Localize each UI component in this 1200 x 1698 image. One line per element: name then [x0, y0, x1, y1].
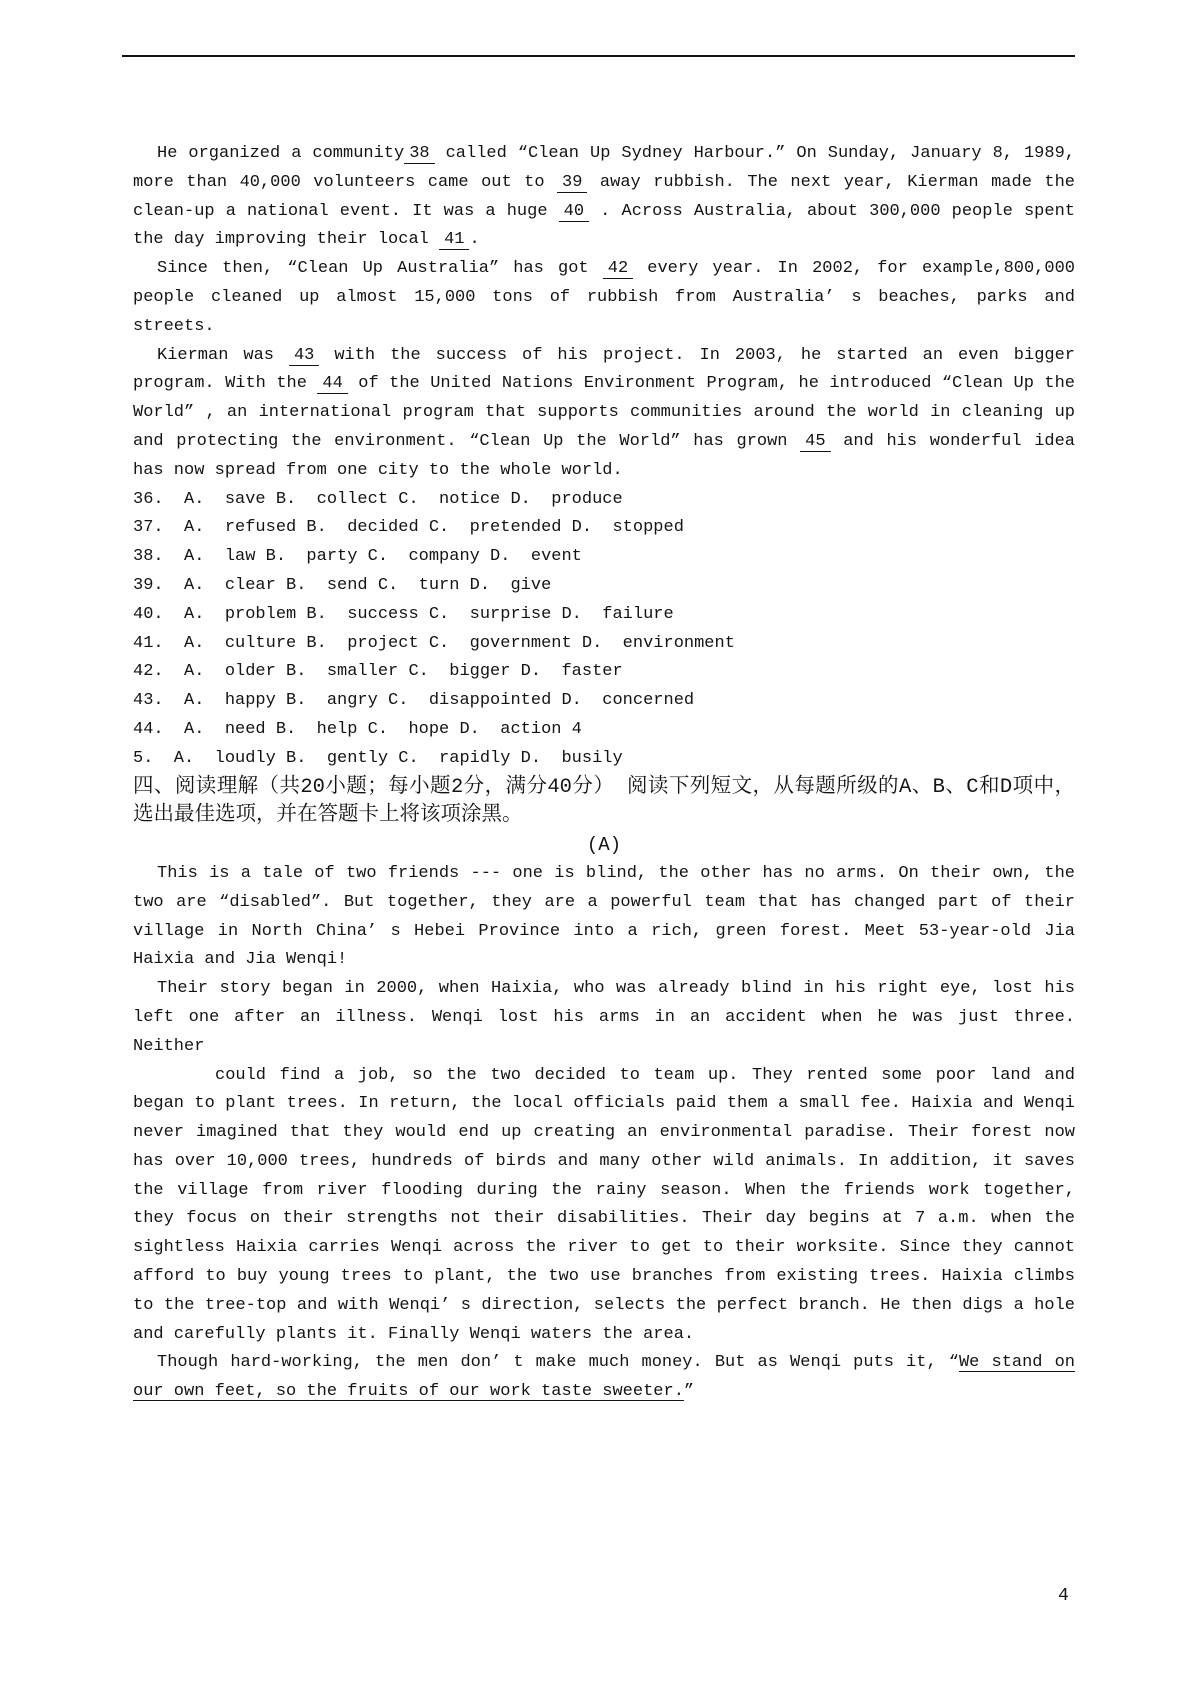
- passage-paragraph-3: could find a job, so the two decided to team up. They rented some poor land and began to plant trees. In return, the local officials paid them a small fee. Haixia and Wenqi never imagined that they would end up creating an environmental paradise. Their forest now has over 10,000 trees, hundreds of birds and many other wild animals. In addition, it saves the village from river flooding during the rainy season. When the friends work together, they focus on their strengths not their disabilities. Their day begins at 7 a.m. when the sightless Haixia carries Wenqi across the river to get to their worksite. Since they cannot afford to buy young trees to plant, the two use branches from existing trees. Haixia climbs to the tree-top and with Wenqi’ s direction, selects the perfect branch. He then digs a hole and carefully plants it. Finally Wenqi waters the area.: [133, 1065, 1075, 1344]
- passage-p4-text-0: Though hard-working, the men don’ t make much money. But as Wenqi puts it, “: [157, 1353, 959, 1373]
- header-rule: [122, 55, 1075, 57]
- cloze-blank-41: 41: [439, 230, 469, 250]
- question-40: 40. A. problem B. success C. surprise D. failure: [133, 604, 674, 624]
- passage-paragraph-2: Their story began in 2000, when Haixia, who was already blind in his right eye, lost his left one after an illness. Wenqi lost his arms in an accident when he was just three. Neither: [133, 979, 1075, 1056]
- cloze-blank-38: 38: [404, 144, 434, 164]
- cloze-paragraph-3: [133, 342, 1075, 486]
- question-36: 36. A. save B. collect C. notice D. produce: [133, 489, 623, 509]
- question-37: 37. A. refused B. decided C. pretended D. stopped: [133, 518, 684, 538]
- question-45: 5. A. loudly B. gently C. rapidly D. busily: [133, 748, 623, 768]
- cloze-blank-40: 40: [559, 202, 589, 222]
- question-39: 39. A. clear B. send C. turn D. give: [133, 575, 552, 595]
- cloze-blank-43: 43: [289, 346, 319, 366]
- cloze-p3-text-0: Kierman was: [157, 345, 289, 365]
- cloze-p2-text-0: Since then, “Clean Up Australia” has got: [157, 259, 603, 279]
- page-content: [133, 140, 1075, 1407]
- section-4-heading: 四、阅读理解（共20小题；每小题2分，满分40分） 阅读下列短文，从每题所级的A、B、C和D项中，选出最佳选项，并在答题卡上将该项涂黑。: [133, 775, 1075, 828]
- cloze-blank-42: 42: [603, 259, 633, 279]
- passage-a-label: (A): [586, 834, 622, 857]
- question-38: 38. A. law B. party C. company D. event: [133, 547, 582, 567]
- cloze-p3-text-1: with the success of his project. In 2003, he started an even bigger program. With the: [133, 345, 1075, 394]
- cloze-p1-text-2: away rubbish. The next year, Kierman made the clean-up a national event. It was a huge: [133, 172, 1075, 221]
- passage-p4-text-1: ”: [683, 1382, 695, 1402]
- question-43: 43. A. happy B. angry C. disappointed D. concerned: [133, 691, 695, 711]
- cloze-p1-text-3: . Across Australia, about 300,000 people spent the day improving their local: [133, 201, 1075, 250]
- cloze-paragraph-2: [133, 255, 1075, 341]
- question-41: 41. A. culture B. project C. government D. environment: [133, 633, 735, 653]
- question-44: 44. A. need B. help C. hope D. action 4: [133, 719, 582, 739]
- cloze-blank-44: 44: [317, 374, 347, 394]
- page-number: 4: [1058, 1586, 1069, 1606]
- cloze-blank-45: 45: [800, 432, 830, 452]
- cloze-p1-text-1: called “Clean Up Sydney Harbour.” On Sunday, January 8, 1989, more than 40,000 volunteers came out to: [133, 144, 1075, 192]
- cloze-blank-39: 39: [557, 173, 587, 193]
- passage-paragraph-1: This is a tale of two friends --- one is blind, the other has no arms. On their own, the two are “disabled”. But together, they are a powerful team that has changed part of their village in North China’ s Hebei Province into a rich, green forest. Meet 53-year-old Jia Haixia and Jia Wenqi!: [133, 863, 1075, 970]
- cloze-p2-text-1: every year. In 2002, for example,800,000 people cleaned up almost 15,000 tons of rubbish from Australia’ s beaches, parks and streets.: [133, 259, 1075, 336]
- passage-paragraph-4: [133, 1349, 1075, 1407]
- cloze-p3-text-2: of the United Nations Environment Program, he introduced “Clean Up the World” , an international program that supports communities around the world in cleaning up and protecting the environment. “Clean Up the World” has grown: [133, 374, 1075, 451]
- question-42: 42. A. older B. smaller C. bigger D. faster: [133, 662, 623, 682]
- underlined-quote: We stand on our own feet, so the fruits of our work taste sweeter.: [133, 1353, 1076, 1402]
- cloze-paragraph-1: [133, 140, 1075, 255]
- cloze-p1-text-0: He organized a community: [157, 144, 405, 163]
- cloze-p3-text-3: and his wonderful idea has now spread from one city to the whole world.: [133, 431, 1075, 480]
- cloze-p1-text-4: .: [469, 230, 480, 250]
